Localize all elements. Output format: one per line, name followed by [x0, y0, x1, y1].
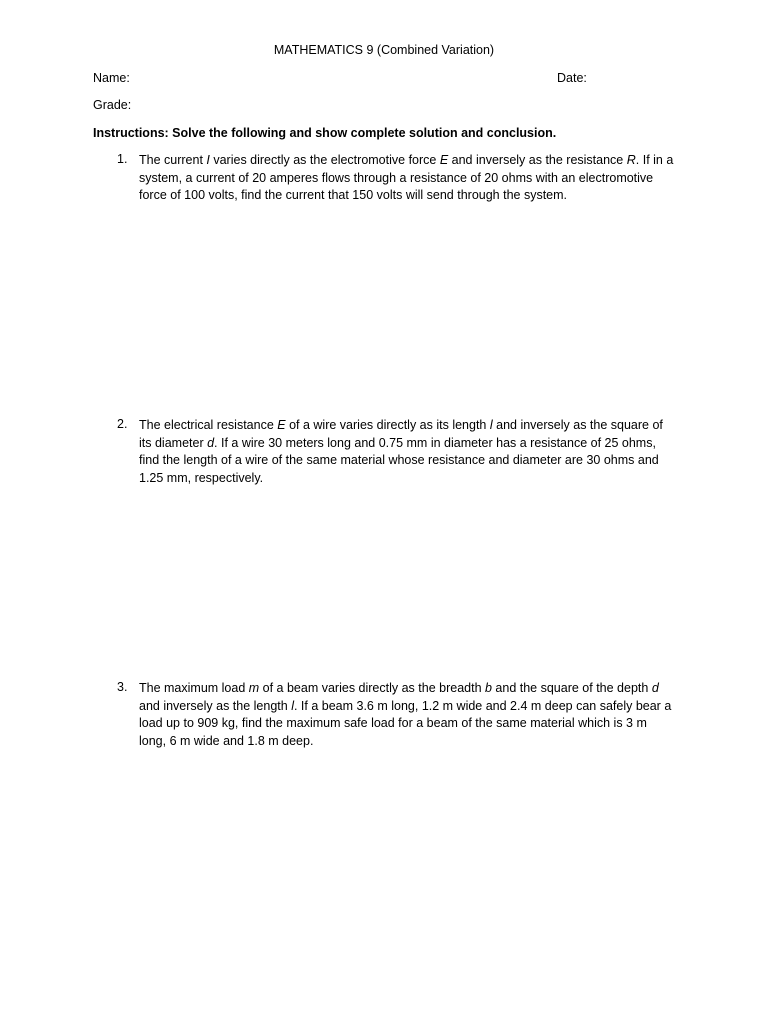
question-number: 3.: [117, 680, 128, 694]
question-number: 1.: [117, 152, 128, 166]
date-label: Date:: [557, 71, 587, 85]
variable-symbol: I: [206, 153, 210, 167]
variable-symbol: d: [651, 681, 659, 695]
question-text: [139, 152, 677, 205]
question-text-run: . If in a system, a current of 20 amperes flows through a resistance of 20 ohms with an electromotive force of 100 volts, find the current that 150 volts will send through the system.: [139, 153, 674, 203]
question-text-run: The current: [139, 153, 207, 167]
variable-symbol: E: [439, 153, 449, 167]
question-text-run: . If a beam 3.6 m long, 1.2 m wide and 2.4 m deep can safely bear a load up to 909 kg, find the maximum safe load for a beam of the same material which is 3 m long, 6 m wide and 1.8 m deep.: [139, 698, 672, 748]
question-text-run: The maximum load: [139, 681, 249, 695]
variable-symbol: l: [291, 698, 294, 713]
variable-symbol: l: [489, 418, 493, 432]
variable-symbol: m: [248, 681, 260, 695]
question-text-run: . If a wire 30 meters long and 0.75 mm in diameter has a resistance of 25 ohms, find the length of a wire of the same material whose resistance and diameter are 30 ohms and 1.25 mm, respectively.: [139, 435, 659, 485]
question-number: 2.: [117, 417, 128, 431]
name-label: Name:: [93, 71, 130, 85]
question-text-run: The electrical resistance: [139, 418, 278, 432]
variable-symbol: d: [207, 435, 215, 450]
question-text-run: and inversely as the resistance: [448, 153, 627, 167]
variable-symbol: E: [277, 418, 286, 432]
variable-symbol: R: [626, 153, 636, 167]
question-text: [139, 417, 677, 487]
page-title: MATHEMATICS 9 (Combined Variation): [273, 43, 495, 57]
question-text-run: and inversely as the length: [139, 698, 292, 713]
question-text-run: and inversely as the square of its diameter: [139, 418, 663, 450]
grade-label: Grade:: [93, 98, 132, 112]
question-text-run: and the square of the depth: [491, 681, 652, 695]
instructions-text: Instructions: Solve the following and show complete solution and conclusion.: [93, 126, 557, 140]
question-text: [139, 680, 677, 750]
question-text-run: varies directly as the electromotive force: [209, 153, 440, 167]
question-text-run: of a wire varies directly as its length: [285, 418, 490, 432]
question-text-run: of a beam varies directly as the breadth: [259, 681, 485, 695]
variable-symbol: b: [485, 681, 492, 695]
